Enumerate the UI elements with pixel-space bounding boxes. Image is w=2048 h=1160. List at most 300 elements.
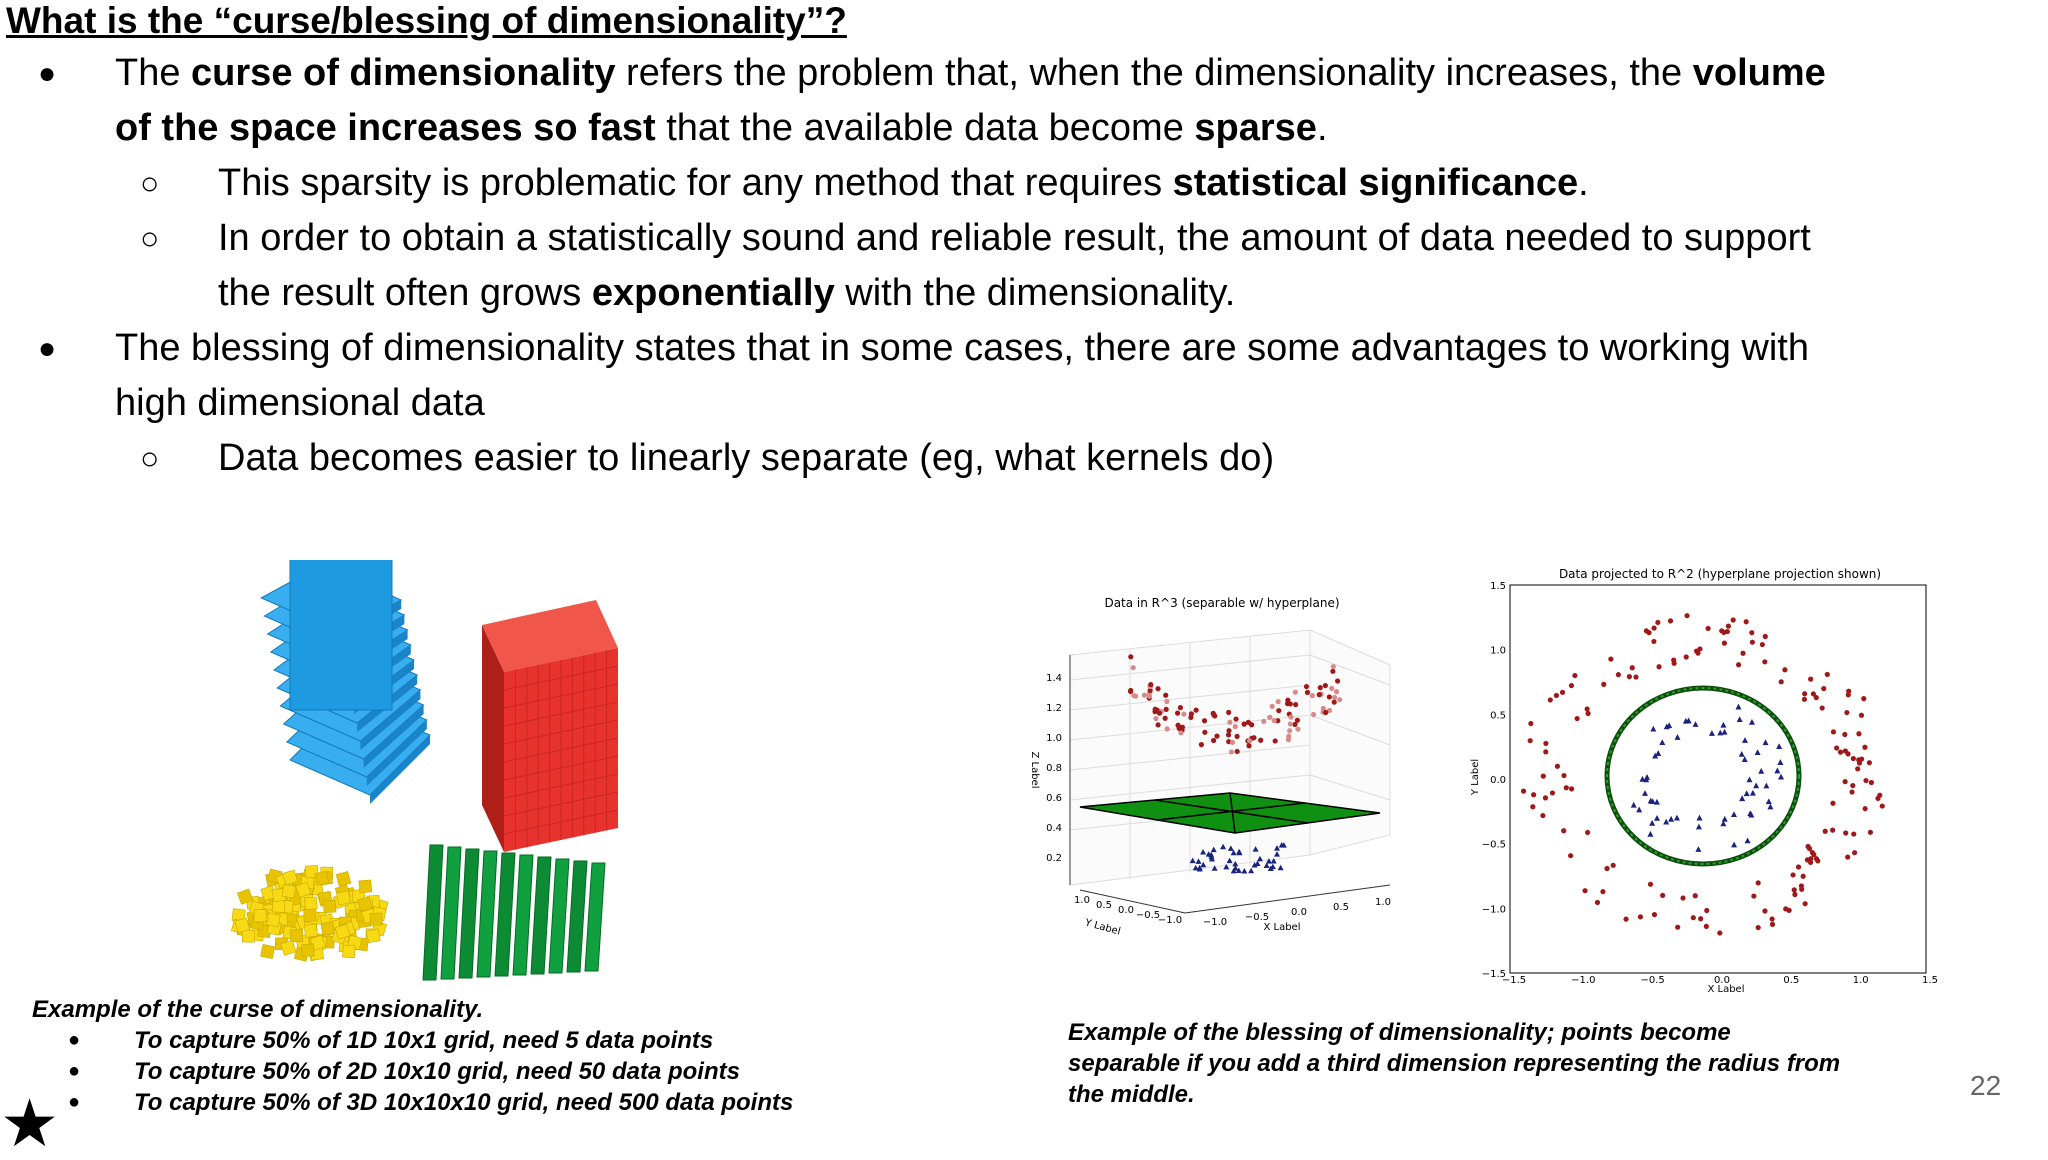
chart2d-red-point (1630, 665, 1635, 670)
chart2d-red-point (1706, 626, 1711, 631)
chart2d-red-point (1823, 829, 1828, 834)
chart3d-red-point (1311, 712, 1316, 717)
chart3d-red-point (1227, 720, 1232, 725)
chart2d-red-point (1660, 893, 1665, 898)
blue-flat-top (290, 560, 392, 710)
yellow-unit (337, 891, 351, 905)
green-rod (513, 855, 533, 975)
chart2d-red-point (1843, 830, 1848, 835)
bullet-1-line-1: The curse of dimensionality refers the problem that, when the dimensionality increases, the volume (115, 52, 1826, 94)
caption-left-item-3: To capture 50% of 3D 10x10x10 grid, need 500 data points (134, 1089, 794, 1116)
chart2d-red-point (1704, 924, 1709, 929)
chart3d-red-point (1293, 690, 1298, 695)
chart3d-red-point (1233, 716, 1238, 721)
chart2d-red-point (1852, 850, 1857, 855)
chart2d-red-point (1616, 672, 1621, 677)
chart2d-xtick: −0.5 (1640, 975, 1665, 986)
chart2d-red-point (1863, 806, 1868, 811)
chart3d-red-point (1175, 711, 1180, 716)
chart2d-red-point (1564, 785, 1569, 790)
chart2d-red-point (1569, 786, 1574, 791)
green-rod (423, 845, 443, 980)
chart2d-red-point (1528, 738, 1533, 743)
chart2d-red-point (1585, 706, 1590, 711)
chart3d-red-point (1329, 686, 1334, 691)
chart2d-red-point (1548, 697, 1553, 702)
chart2d-red-point (1582, 888, 1587, 893)
chart3d-red-point (1142, 693, 1147, 698)
chart2d-red-point (1736, 662, 1741, 667)
chart3d-red-point (1287, 728, 1292, 733)
chart3d-ztick: 1.4 (1046, 673, 1062, 684)
chart2d-red-point (1808, 860, 1813, 865)
bullet-marker: ● (38, 57, 57, 90)
chart2d-red-point (1749, 630, 1754, 635)
chart2d-ytick: −1.0 (1481, 904, 1506, 916)
chart2d-red-point (1799, 883, 1804, 888)
chart2d-red-point (1802, 697, 1807, 702)
chart2d-red-point (1762, 908, 1767, 913)
chart2d-red-point (1821, 686, 1826, 691)
chart2d-red-point (1560, 690, 1565, 695)
green-rods (423, 845, 605, 980)
chart2d-red-point (1704, 908, 1709, 913)
chart2d-red-point (1521, 789, 1526, 794)
chart2d-red-point (1779, 679, 1784, 684)
chart2d-red-point (1543, 795, 1548, 800)
caption-left-item-1: To capture 50% of 1D 10x1 grid, need 5 data points (134, 1027, 714, 1054)
chart2d-red-point (1744, 619, 1749, 624)
chart3d-ztick: 0.8 (1046, 763, 1062, 774)
chart2d-red-point (1569, 683, 1574, 688)
chart2d-red-point (1568, 853, 1573, 858)
chart2d-red-point (1531, 792, 1536, 797)
chart2d-red-point (1572, 673, 1577, 678)
chart2d-red-point (1717, 930, 1722, 935)
chart3d-red-point (1249, 722, 1254, 727)
chart2d-red-point (1815, 858, 1820, 863)
chart3d-red-point (1229, 749, 1234, 754)
chart2d-red-point (1803, 901, 1808, 906)
chart2d-red-point (1750, 640, 1755, 645)
yellow-unit (242, 930, 254, 942)
chart3d-xtick: 0.0 (1291, 907, 1307, 918)
chart3d-red-point (1242, 722, 1247, 727)
chart3d-red-point (1202, 730, 1207, 735)
chart3d-ztick: 0.2 (1046, 853, 1062, 864)
chart2d-red-point (1875, 796, 1880, 801)
chart2d-red-point (1693, 893, 1698, 898)
chart3d-red-point (1318, 685, 1323, 690)
caption-left-heading: Example of the curse of dimensionality. (32, 996, 484, 1023)
chart2d-red-point (1859, 756, 1864, 761)
chart2d-red-point (1652, 912, 1657, 917)
chart2d-red-point (1740, 651, 1745, 656)
slide-title: What is the “curse/blessing of dimensionality”? (6, 0, 847, 41)
chart3d-red-point (1202, 718, 1207, 723)
chart3d-red-point (1317, 692, 1322, 697)
chart3d-red-point (1153, 716, 1158, 721)
chart3d-red-point (1272, 718, 1277, 723)
chart3d-red-point (1164, 707, 1169, 712)
chart2d-red-point (1851, 756, 1856, 761)
chart2d-red-point (1623, 917, 1628, 922)
chart3d-ztick: 0.6 (1046, 793, 1062, 804)
chart3d-red-point (1193, 708, 1198, 713)
chart2d-red-point (1651, 625, 1656, 630)
chart2d-red-point (1651, 639, 1656, 644)
chart3d-red-point (1267, 715, 1272, 720)
chart2d-red-point (1756, 880, 1761, 885)
chart2d-red-point (1856, 731, 1861, 736)
chart3d-red-point (1233, 724, 1238, 729)
chart3d-red-point (1128, 688, 1133, 693)
chart2d-red-point (1846, 692, 1851, 697)
bullet-marker: ● (38, 332, 57, 365)
chart2d-red-point (1820, 705, 1825, 710)
chart2d-red-point (1850, 783, 1855, 788)
chart3d-ylabel: Y Label (1083, 917, 1122, 938)
chart2d-red-point (1731, 617, 1736, 622)
chart2d-red-point (1540, 813, 1545, 818)
chart2d-ytick: 0.0 (1490, 775, 1506, 786)
chart3d-ytick: 0.0 (1118, 905, 1134, 916)
chart2d-red-point (1675, 925, 1680, 930)
chart2d-red-point (1719, 628, 1724, 633)
chart2d-red-point (1561, 828, 1566, 833)
base-ten-blocks-illustration (230, 560, 710, 990)
chart2d-red-point (1792, 887, 1797, 892)
yellow-unit (315, 871, 329, 885)
chart2d-red-point (1831, 729, 1836, 734)
chart3d-red-point (1323, 710, 1328, 715)
chart3d-red-point (1276, 708, 1281, 713)
chart3d-red-point (1230, 740, 1235, 745)
chart2d-red-point (1762, 659, 1767, 664)
chart3d-red-point (1128, 654, 1133, 659)
chart3d-red-point (1181, 711, 1186, 716)
bullet-1a: This sparsity is problematic for any method that requires statistical significance. (218, 162, 1589, 204)
chart3d-blue-point (1278, 865, 1284, 871)
chart3d-red-point (1188, 715, 1193, 720)
chart2d-red-point (1834, 745, 1839, 750)
chart3d-red-point (1288, 721, 1293, 726)
chart3d-red-point (1273, 738, 1278, 743)
yellow-unit (370, 913, 383, 926)
chart2d-red-point (1585, 830, 1590, 835)
chart3d-red-point (1211, 738, 1216, 743)
chart-2d-projection (1460, 565, 1960, 1005)
chart3d-xlabel: X Label (1263, 922, 1301, 933)
chart2d-red-point (1845, 854, 1850, 859)
chart2d-red-point (1595, 900, 1600, 905)
chart2d-red-point (1792, 892, 1797, 897)
chart2d-red-point (1760, 642, 1765, 647)
chart3d-red-point (1212, 713, 1217, 718)
chart3d-red-point (1327, 694, 1332, 699)
chart3d-red-point (1163, 716, 1168, 721)
chart2d-xtick: 0.5 (1783, 975, 1800, 986)
yellow-unit (323, 900, 336, 913)
caption-right-line-1: Example of the blessing of dimensionality; points become (1068, 1019, 1731, 1046)
caption-bullet: ● (68, 1060, 81, 1082)
chart3d-red-point (1163, 693, 1168, 698)
blue-flats (261, 560, 430, 804)
chart2d-xtick: −1.5 (1501, 975, 1527, 986)
chart2d-red-point (1684, 613, 1689, 618)
chart3d-red-point (1276, 699, 1281, 704)
yellow-unit (254, 909, 266, 921)
sub-bullet-marker: ○ (140, 220, 160, 256)
chart3d-zlabel: Z Label (1029, 751, 1040, 789)
chart2d-ytick: −0.5 (1481, 839, 1506, 851)
chart3d-red-point (1199, 742, 1204, 747)
chart3d-red-point (1286, 734, 1291, 739)
bullet-2-line-1: The blessing of dimensionality states that in some cases, there are some advantages to working with (115, 327, 1809, 369)
chart3d-red-point (1246, 743, 1251, 748)
chart2d-ytick: 1.5 (1490, 581, 1506, 592)
chart2d-title: Data projected to R^2 (hyperplane projection shown) (1558, 567, 1882, 581)
green-rod (531, 857, 551, 974)
chart2d-red-point (1604, 866, 1609, 871)
chart3d-red-point (1226, 710, 1231, 715)
chart3d-red-point (1288, 701, 1293, 706)
chart3d-red-point (1304, 684, 1309, 689)
chart2d-red-point (1796, 864, 1801, 869)
chart3d-red-point (1178, 730, 1183, 735)
chart2d-ylabel: Y Label (1470, 758, 1481, 796)
chart2d-ytick: 0.5 (1490, 710, 1506, 722)
yellow-unit (359, 880, 372, 893)
chart2d-red-point (1830, 801, 1835, 806)
chart2d-red-point (1671, 657, 1676, 662)
chart3d-red-point (1155, 722, 1160, 727)
page-number: 22 (1970, 1070, 2002, 1101)
chart2d-red-point (1842, 732, 1847, 737)
bullet-1-line-2: of the space increases so fast that the available data become sparse. (115, 107, 1328, 149)
chart2d-red-point (1586, 711, 1591, 716)
yellow-unit (291, 930, 303, 942)
chart-3d-separable (1010, 585, 1430, 945)
yellow-unit (304, 909, 316, 921)
chart3d-ytick: −1.0 (1157, 915, 1183, 926)
chart2d-red-point (1554, 693, 1559, 698)
chart2d-red-point (1787, 908, 1792, 913)
chart2d-red-point (1691, 915, 1696, 920)
chart2d-xtick: 1.0 (1852, 975, 1869, 986)
sub-bullet-marker: ○ (140, 440, 160, 476)
chart3d-red-point (1295, 727, 1300, 732)
caption-right-line-3: the middle. (1068, 1081, 1195, 1108)
chart2d-red-point (1825, 672, 1830, 677)
chart2d-red-point (1790, 872, 1795, 877)
chart3d-red-point (1258, 738, 1263, 743)
chart2d-red-point (1880, 803, 1885, 808)
yellow-units (231, 865, 388, 961)
yellow-unit (342, 945, 355, 958)
chart3d-red-point (1331, 664, 1336, 669)
chart2d-red-point (1695, 651, 1700, 656)
chart3d-red-point (1165, 726, 1170, 731)
chart3d-ytick: 1.0 (1074, 895, 1090, 906)
chart2d-red-point (1763, 634, 1768, 639)
chart3d-red-point (1148, 682, 1153, 687)
chart3d-red-point (1226, 728, 1231, 733)
chart2d-red-point (1801, 874, 1806, 879)
bullet-2a: Data becomes easier to linearly separate (eg, what kernels do) (218, 437, 1275, 479)
chart3d-ztick: 0.4 (1046, 823, 1062, 834)
chart2d-red-point (1601, 682, 1606, 687)
chart2d-red-point (1656, 664, 1661, 669)
chart3d-xtick: −1.0 (1202, 917, 1228, 928)
chart2d-ytick: 1.0 (1490, 645, 1506, 657)
chart2d-red-point (1684, 654, 1689, 659)
green-rod (441, 847, 461, 979)
chart2d-red-point (1561, 773, 1566, 778)
bullet-1b-line-2: the result often grows exponentially with the dimensionality. (218, 272, 1236, 314)
chart2d-red-point (1862, 745, 1867, 750)
chart2d-red-point (1530, 804, 1535, 809)
chart3d-xtick: 0.5 (1333, 902, 1349, 913)
chart2d-red-point (1843, 779, 1848, 784)
green-rod (477, 851, 497, 977)
chart2d-red-point (1849, 789, 1854, 794)
sub-bullet-marker: ○ (140, 165, 160, 201)
yellow-unit (304, 897, 317, 910)
chart2d-red-point (1633, 674, 1638, 679)
bullet-2-line-2: high dimensional data (115, 382, 485, 424)
chart2d-red-point (1756, 925, 1761, 930)
green-rod (495, 853, 515, 976)
chart2d-red-point (1869, 780, 1874, 785)
chart2d-red-point (1698, 916, 1703, 921)
chart3d-red-point (1310, 693, 1315, 698)
chart3d-red-point (1235, 749, 1240, 754)
chart2d-red-point (1575, 716, 1580, 721)
chart3d-red-point (1133, 693, 1138, 698)
chart2d-red-point (1655, 620, 1660, 625)
chart2d-red-point (1543, 741, 1548, 746)
chart2d-red-point (1782, 667, 1787, 672)
chart3d-red-point (1177, 726, 1182, 731)
green-rod (549, 859, 569, 973)
chart3d-red-point (1214, 734, 1219, 739)
chart2d-red-point (1863, 778, 1868, 783)
star-icon: ★ (0, 1086, 60, 1160)
chart3d-red-point (1293, 702, 1298, 707)
chart3d-red-point (1332, 700, 1337, 705)
chart2d-red-point (1644, 628, 1649, 633)
chart3d-red-point (1261, 719, 1266, 724)
chart2d-xtick: −1.0 (1571, 975, 1596, 986)
bullet-1b-line-1: In order to obtain a statistically sound and reliable result, the amount of data needed to support (218, 217, 1811, 259)
yellow-unit (302, 944, 315, 957)
caption-bullet: ● (68, 1029, 81, 1051)
chart3d-red-point (1334, 689, 1339, 694)
chart2d-red-point (1725, 629, 1730, 634)
chart2d-red-point (1680, 895, 1685, 900)
chart3d-red-point (1335, 678, 1340, 683)
chart3d-ytick: −0.5 (1135, 910, 1161, 921)
chart2d-red-point (1627, 674, 1632, 679)
yellow-unit (282, 884, 296, 898)
chart2d-red-point (1868, 830, 1873, 835)
chart2d-red-point (1808, 677, 1813, 682)
chart2d-red-point (1638, 914, 1643, 919)
chart2d-xtick: 1.5 (1922, 975, 1938, 986)
chart2d-ytick: −1.5 (1481, 969, 1506, 980)
chart2d-red-point (1668, 618, 1673, 623)
chart3d-xtick: 1.0 (1375, 897, 1391, 908)
chart2d-red-point (1843, 748, 1848, 753)
chart3d-red-point (1155, 686, 1160, 691)
chart2d-red-point (1648, 882, 1653, 887)
red-cube (482, 600, 618, 852)
chart2d-red-point (1802, 691, 1807, 696)
green-rod (567, 861, 587, 972)
chart3d-ztick: 1.2 (1046, 703, 1062, 714)
chart3d-red-point (1330, 669, 1335, 674)
chart2d-red-point (1851, 831, 1856, 836)
chart3d-red-point (1131, 665, 1136, 670)
chart2d-red-point (1528, 721, 1533, 726)
chart2d-red-point (1811, 691, 1816, 696)
yellow-unit (321, 922, 334, 935)
yellow-unit (336, 872, 351, 887)
chart3d-red-point (1234, 734, 1239, 739)
chart2d-red-point (1830, 828, 1835, 833)
chart2d-red-point (1770, 916, 1775, 921)
chart2d-red-point (1838, 750, 1843, 755)
chart3d-red-point (1247, 738, 1252, 743)
chart2d-red-point (1861, 696, 1866, 701)
chart3d-blue-point (1241, 868, 1247, 874)
chart2d-red-point (1543, 749, 1548, 754)
chart3d-ztick: 1.0 (1046, 733, 1062, 744)
chart3d-red-point (1337, 697, 1342, 702)
chart3d-ytick: 0.5 (1096, 900, 1112, 911)
chart2d-red-point (1855, 766, 1860, 771)
chart2d-red-point (1608, 656, 1613, 661)
chart2d-red-point (1726, 624, 1731, 629)
chart3d-xtick: −0.5 (1244, 912, 1270, 923)
chart3d-red-point (1305, 690, 1310, 695)
chart3d-red-point (1164, 699, 1169, 704)
chart2d-red-point (1541, 774, 1546, 779)
chart3d-red-point (1332, 695, 1337, 700)
chart2d-xtick: 0.0 (1714, 975, 1730, 986)
chart3d-red-point (1292, 722, 1297, 727)
green-rod (585, 863, 605, 971)
chart3d-red-point (1153, 707, 1158, 712)
chart3d-red-point (1157, 711, 1162, 716)
chart2d-red-point (1722, 641, 1727, 646)
chart3d-red-point (1178, 705, 1183, 710)
yellow-unit (304, 924, 317, 937)
yellow-unit (261, 944, 275, 958)
chart2d-red-point (1751, 893, 1756, 898)
chart2d-red-point (1859, 713, 1864, 718)
chart2d-red-point (1867, 760, 1872, 765)
caption-left-item-2: To capture 50% of 2D 10x10 grid, need 50 data points (134, 1058, 740, 1085)
chart2d-red-point (1600, 889, 1605, 894)
chart3d-red-point (1270, 704, 1275, 709)
chart3d-red-point (1288, 715, 1293, 720)
chart2d-red-point (1844, 710, 1849, 715)
chart3d-blue-point (1248, 868, 1254, 874)
chart2d-red-point (1550, 790, 1555, 795)
chart2d-red-point (1611, 863, 1616, 868)
